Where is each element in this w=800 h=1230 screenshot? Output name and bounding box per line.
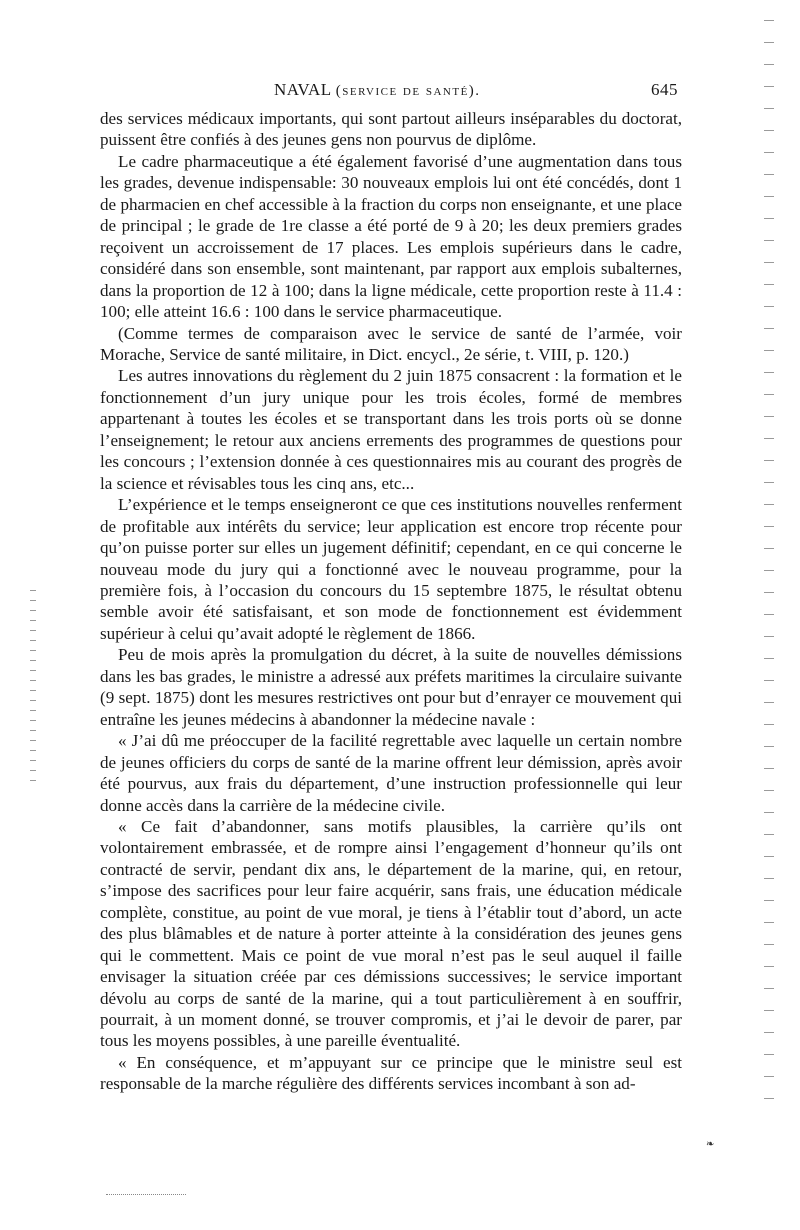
paragraph-1: des services médicaux importants, qui sont partout ailleurs inséparables du doctorat, puissent être confiés à des jeunes gens non pourvus de diplôme. bbox=[100, 109, 682, 150]
paragraph-4: Les autres innovations du règlement du 2 juin 1875 consacrent : la formation et le fonctionnement d’un jury unique pour les trois écoles, formé de membres appartenant à toutes les écoles et se transportant dans les trois ports où se donne l’enseignement; le retour aux anciens errements des programmes de questions pour les concours ; l’extension donnée à ces questionnaires mis au courant des progrès de la science et révisables tous les cinq ans, etc... bbox=[100, 366, 682, 493]
scan-edge-marks-right bbox=[764, 20, 778, 1200]
paragraph-2: Le cadre pharmaceutique a été également favorisé d’une augmentation dans tous les grades, devenue indispensable: 30 nouveaux emplois lui ont été concédés, dont 1 de pharmacien en chef accessible à la fraction du corps non enseignante, et une place de principal ; le grade de 1re classe a été porté de 9 à 20; les deux premiers grades reçoivent un accroissement de 17 places. Les emplois supérieurs dans le cadre, considéré dans son ensemble, sont maintenant, par rapport aux emplois subalternes, dans la proportion de 12 à 100; dans la ligne médicale, cette proportion reste à 11.4 : 100; elle atteint 16.6 : 100 dans le service pharmaceutique. bbox=[100, 151, 682, 322]
quote-paragraph-1: « J’ai dû me préoccuper de la facilité regrettable avec laquelle un certain nombre de jeunes officiers du corps de santé de la marine offrent leur démission, après avoir été pourvus, aux frais du département, d’une instruction professionnelle qui leur donne accès dans la carrière de la médecine civile. bbox=[100, 731, 682, 815]
quote-paragraph-3: « En conséquence, et m’appuyant sur ce principe que le ministre seul est responsable de la marche régulière des différents services incombant à son ad- bbox=[100, 1052, 682, 1094]
page-header bbox=[100, 80, 680, 104]
running-title bbox=[274, 80, 481, 100]
footer-rule bbox=[106, 1194, 186, 1197]
body-text bbox=[100, 108, 682, 1095]
page-number: 645 bbox=[651, 80, 678, 99]
running-title-main: NAVAL bbox=[274, 80, 331, 99]
ink-mark: ❧ bbox=[706, 1139, 715, 1150]
paragraph-3: (Comme termes de comparaison avec le service de santé de l’armée, voir Morache, Service de santé militaire, in Dict. encycl., 2e série, t. VIII, p. 120.) bbox=[100, 323, 682, 364]
paragraph-6: Peu de mois après la promulgation du décret, à la suite de nouvelles démissions dans les bas grades, le ministre a adressé aux préfets maritimes la circulaire suivante (9 sept. 1875) dont les mesures restrictives ont pour but d’enrayer ce mouvement qui entraîne les jeunes médecins à abandonner la médecine navale : bbox=[100, 645, 682, 729]
paragraph-5: L’expérience et le temps enseigneront ce que ces institutions nouvelles renferment de profitable aux intérêts du service; leur application est encore trop récente pour qu’on puisse porter sur elles un jugement définitif; cependant, en ce qui concerne le nouveau mode du jury qui a fonctionné avec le nouveau programme, pour la première fois, à l’occasion du concours du 15 septembre 1875, le résultat obtenu semble avoir été satisfaisant, et son mode de fonctionnement est évidemment supérieur à celui qu’avait adopté le règlement de 1866. bbox=[100, 495, 682, 643]
running-title-sub: (service de santé). bbox=[335, 83, 481, 99]
scan-edge-marks-left bbox=[30, 590, 44, 820]
quote-paragraph-2: « Ce fait d’abandonner, sans motifs plausibles, la carrière qu’ils ont volontairement embrassée, et de rompre ainsi l’engagement d’honneur qu’ils ont contracté de servir, pendant dix ans, le département de la marine, qui, en retour, s’impose des sacrifices pour leur faire acquérir, sans frais, une éducation médicale complète, constitue, au point de vue moral, je tiens à l’établir tout d’abord, un acte des plus blâmables et de nature à porter atteinte à la considération des jeunes gens qui le commettent. Mais ce point de vue moral n’est pas le seul auquel il faille envisager la situation créée par ces démissions successives; le service important dévolu au corps de santé de la marine, qui a tout particulièrement à en souffrir, pourrait, à un moment donné, se trouver compromis, et j’ai le devoir de parer, par tous les moyens possibles, à une pareille éventualité. bbox=[100, 816, 682, 1051]
